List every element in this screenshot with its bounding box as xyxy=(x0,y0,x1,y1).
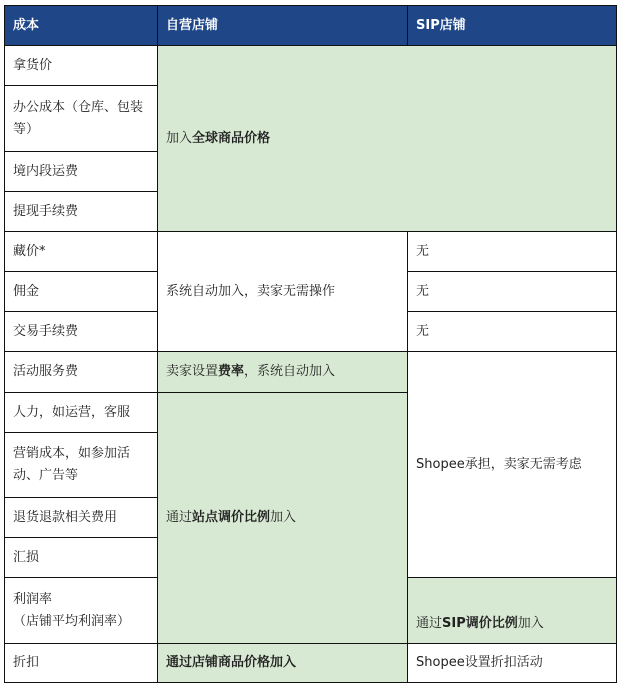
row-label-labor: 人力，如运营，客服 xyxy=(4,392,158,433)
row-label-transaction-fee: 交易手续费 xyxy=(4,311,158,352)
global-price-pre: 加入 xyxy=(166,130,193,146)
global-price-bold: 全球商品价格 xyxy=(192,130,271,146)
profit-margin-note: （店铺平均利润率） xyxy=(13,613,131,629)
seller-rate-bold: 费率 xyxy=(218,364,245,379)
seller-rate-pre: 卖家设置 xyxy=(166,364,219,379)
row-label-purchase-price: 拿货价 xyxy=(4,45,158,86)
row-label-marketing-cost: 营销成本，如参加活动、广告等 xyxy=(4,432,158,498)
cost-comparison-table xyxy=(4,5,617,683)
row-label-commission: 佣金 xyxy=(4,271,158,312)
sip-ratio-bold: SIP调价比例 xyxy=(442,616,518,631)
sip-transaction-fee-cell: 无 xyxy=(407,311,617,352)
row-label-return-refund: 退货退款相关费用 xyxy=(4,497,158,538)
site-ratio-post: 加入 xyxy=(270,510,297,525)
sip-ratio-pre: 通过 xyxy=(416,616,443,631)
row-label-office-cost: 办公成本（仓库、包装等） xyxy=(4,85,158,152)
row-label-domestic-shipping: 境内段运费 xyxy=(4,151,158,192)
profit-margin-label: 利润率 xyxy=(13,591,53,607)
row-label-discount: 折扣 xyxy=(4,643,158,683)
sip-commission-cell: 无 xyxy=(407,271,617,312)
store-price-cell: 通过店铺商品价格加入 xyxy=(157,643,408,683)
auto-add-cell: 系统自动加入，卖家无需操作 xyxy=(157,231,408,352)
header-sip: SIP店铺 xyxy=(407,5,617,46)
seller-rate-post: ，系统自动加入 xyxy=(244,364,336,379)
header-self-operated: 自营店铺 xyxy=(157,5,408,46)
global-price-cell xyxy=(157,45,617,232)
sip-ratio-cell xyxy=(407,577,617,644)
row-label-fx-loss: 汇损 xyxy=(4,537,158,578)
row-label-profit-margin xyxy=(4,577,158,644)
sip-ratio-post: 加入 xyxy=(517,616,544,631)
sip-hidden-price-cell: 无 xyxy=(407,231,617,272)
seller-rate-cell xyxy=(157,351,408,393)
row-label-campaign-service-fee: 活动服务费 xyxy=(4,351,158,393)
header-cost: 成本 xyxy=(4,5,158,46)
row-label-hidden-price: 藏价* xyxy=(4,231,158,272)
shopee-bears-cell: Shopee承担，卖家无需考虑 xyxy=(407,351,617,578)
site-ratio-cell xyxy=(157,392,408,644)
row-label-withdrawal-fee: 提现手续费 xyxy=(4,191,158,232)
shopee-discount-cell: Shopee设置折扣活动 xyxy=(407,643,617,683)
site-ratio-pre: 通过 xyxy=(166,510,193,525)
site-ratio-bold: 站点调价比例 xyxy=(192,510,271,525)
